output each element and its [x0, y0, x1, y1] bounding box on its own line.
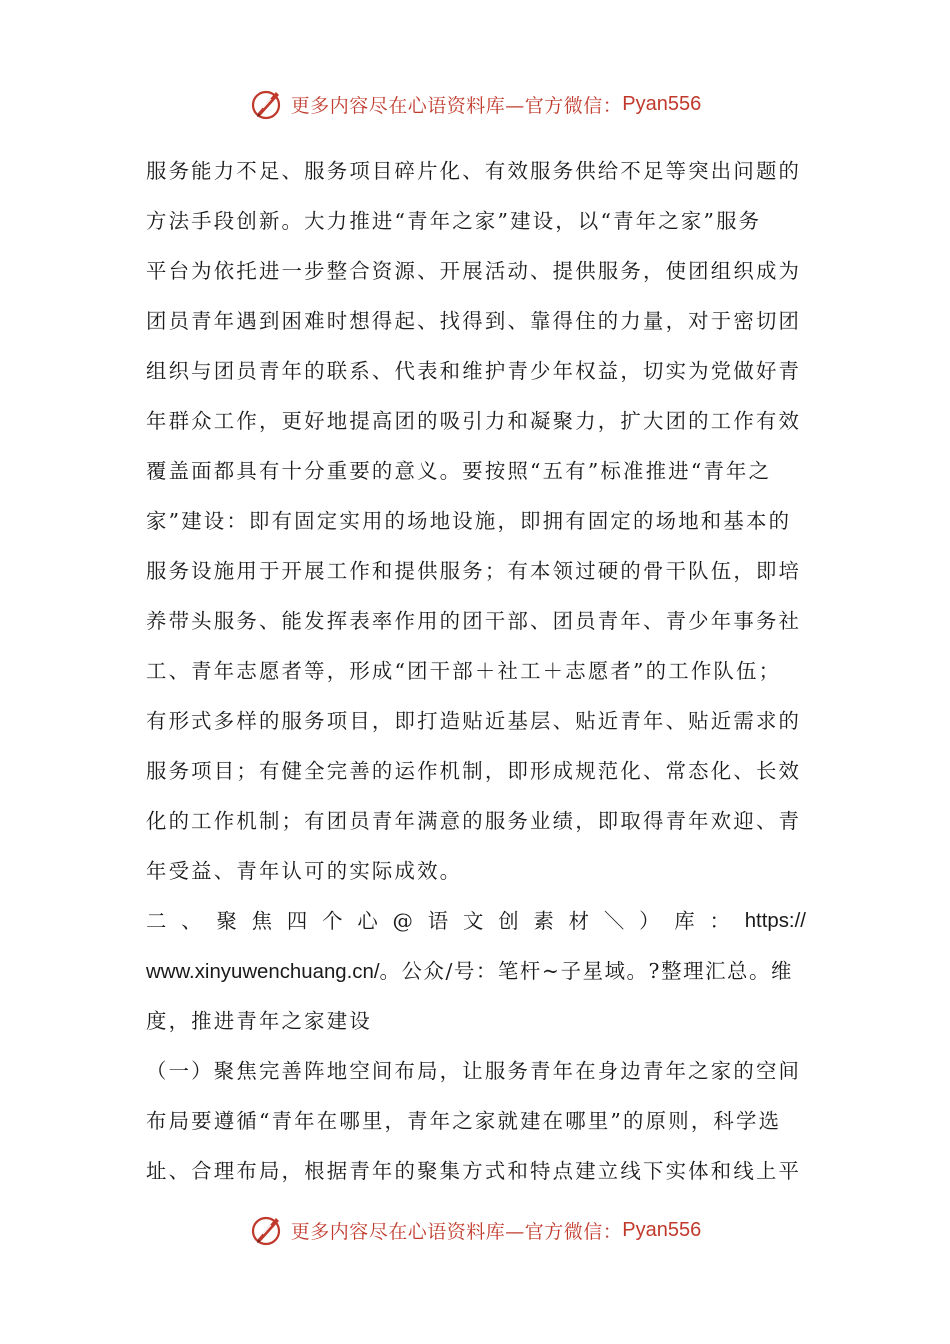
heading-char: 焦 [251, 909, 273, 933]
heading-char: ： [709, 909, 730, 933]
body-line: 工、青年志愿者等，形成“团干部＋社工＋志愿者”的工作队伍； [146, 659, 782, 683]
body-line: （一）聚焦完善阵地空间布局，让服务青年在身边青年之家的空间 [146, 1059, 802, 1083]
header-banner [0, 84, 950, 124]
heading-text: 。公众/号：笔杆~子星域。?整理汇总。维 [379, 959, 794, 983]
body-line: 年群众工作，更好地提高团的吸引力和凝聚力，扩大团的工作有效 [146, 409, 802, 433]
body-line: 团员青年遇到困难时想得起、找得到、靠得住的力量，对于密切团 [146, 309, 802, 333]
heading-char: 四 [286, 909, 308, 933]
body-line: 服务能力不足、服务项目碎片化、有效服务供给不足等突出问题的 [146, 159, 802, 183]
heading-url-start: https:// [744, 910, 806, 932]
body-line: 平台为依托进一步整合资源、开展活动、提供服务，使团组织成为 [146, 259, 802, 283]
body-line: 养带头服务、能发挥表率作用的团干部、团员青年、青少年事务社 [146, 609, 802, 633]
body-line: 组织与团员青年的联系、代表和维护青少年权益，切实为党做好青 [146, 359, 802, 383]
heading-char: 材 [568, 909, 590, 933]
body-line: 年受益、青年认可的实际成效。 [146, 859, 463, 883]
banner-text: 更多内容尽在心语资料库—官方微信： [290, 1220, 623, 1243]
body-line: 家”建设：即有固定实用的场地设施，即拥有固定的场地和基本的 [146, 509, 792, 533]
footer-banner [0, 1210, 950, 1250]
heading-char: 库 [674, 909, 695, 933]
body-line: 服务项目；有健全完善的运作机制，即形成规范化、常态化、长效 [146, 759, 802, 783]
heading-char: ＼ [603, 909, 625, 933]
heading-char: ） [639, 909, 660, 933]
heading-char: @ [392, 909, 413, 933]
document-body [146, 146, 806, 1196]
heading-char: 创 [498, 909, 519, 933]
section-heading-line-1 [146, 896, 806, 946]
body-line: 布局要遵循“青年在哪里，青年之家就建在哪里”的原则，科学选 [146, 1109, 782, 1133]
section-heading-line-2 [146, 946, 806, 996]
heading-char: 聚 [216, 909, 237, 933]
heading-char: 文 [462, 909, 484, 933]
body-line: 址、合理布局，根据青年的聚集方式和特点建立线下实体和线上平 [146, 1159, 802, 1183]
heading-char: 个 [322, 909, 343, 933]
banner-wechat-id: Pyan556 [622, 1218, 702, 1241]
quill-pen-seal-icon [249, 86, 285, 122]
section-heading-line-3: 度，推进青年之家建设 [146, 1009, 372, 1033]
body-line: 方法手段创新。大力推进“青年之家”建设，以“青年之家”服务 [146, 209, 762, 233]
heading-url: www.xinyuwenchuang.cn/ [146, 961, 380, 983]
heading-char: 语 [427, 909, 449, 933]
quill-pen-seal-icon [249, 1212, 285, 1248]
heading-char: 素 [533, 909, 554, 933]
body-line: 有形式多样的服务项目，即打造贴近基层、贴近青年、贴近需求的 [146, 709, 802, 733]
body-line: 化的工作机制；有团员青年满意的服务业绩，即取得青年欢迎、青 [146, 809, 802, 833]
heading-char: 、 [181, 909, 202, 933]
body-line: 服务设施用于开展工作和提供服务；有本领过硬的骨干队伍，即培 [146, 559, 802, 583]
banner-wechat-id: Pyan556 [622, 92, 702, 115]
banner-text: 更多内容尽在心语资料库—官方微信： [290, 94, 623, 117]
body-line: 覆盖面都具有十分重要的意义。要按照“五有”标准推进“青年之 [146, 459, 772, 483]
heading-char: 二 [146, 909, 167, 933]
heading-char: 心 [357, 909, 378, 933]
